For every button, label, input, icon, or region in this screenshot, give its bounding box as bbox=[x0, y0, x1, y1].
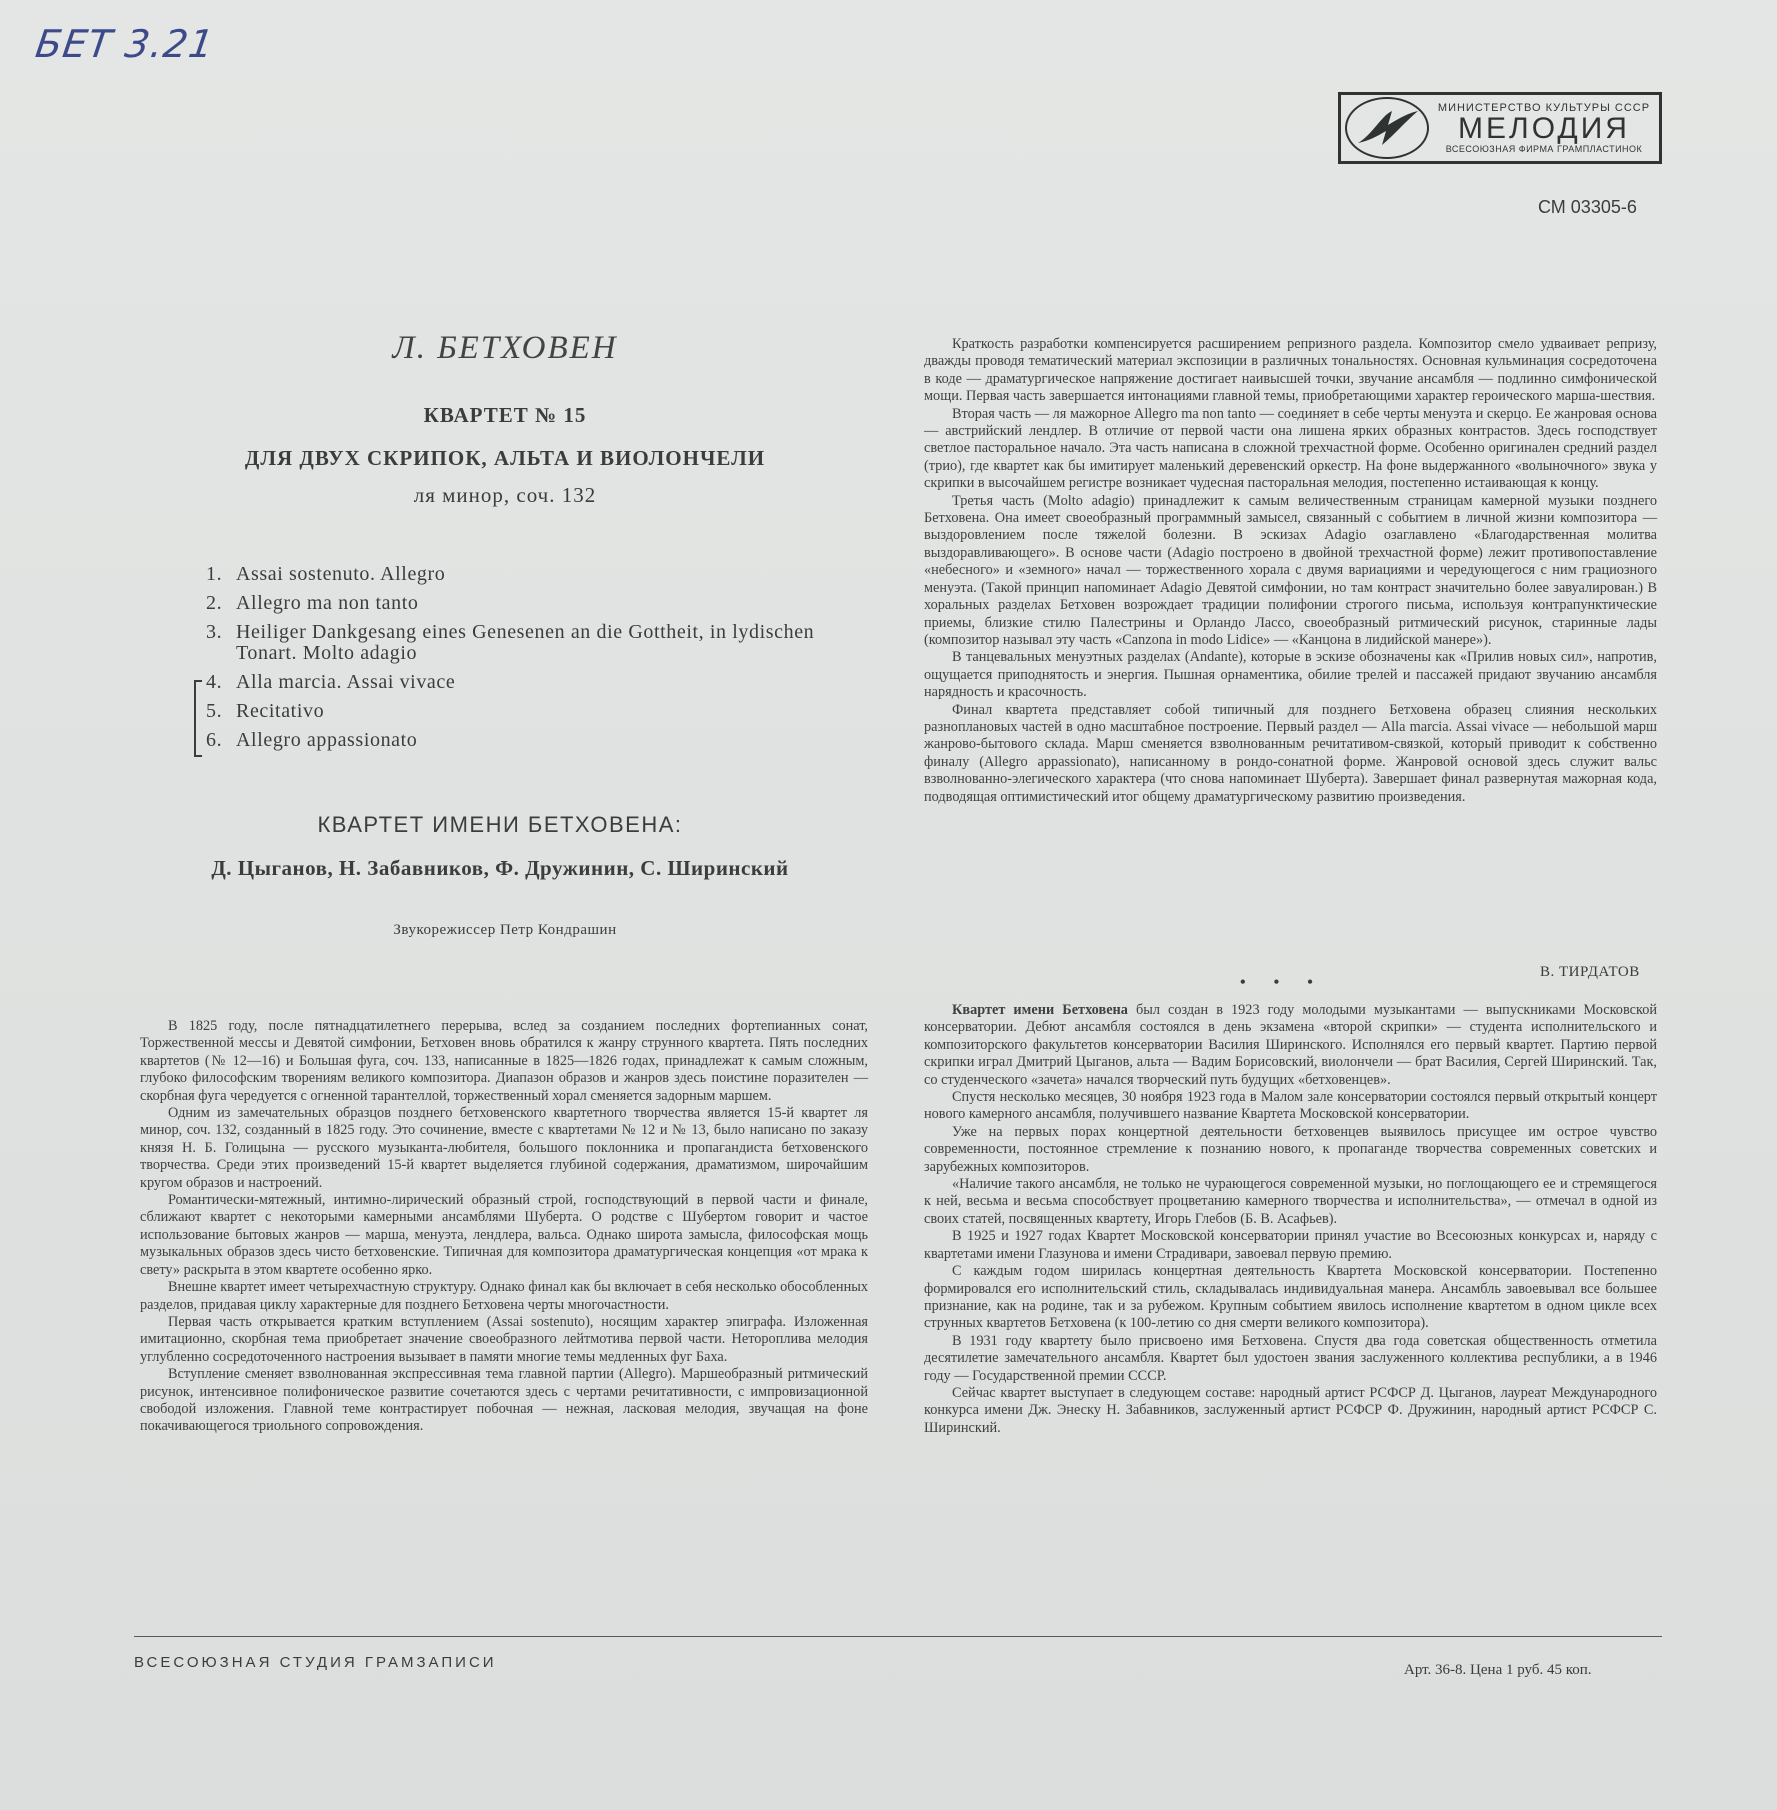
work-subtitle: ДЛЯ ДВУХ СКРИПОК, АЛЬТА И ВИОЛОНЧЕЛИ bbox=[244, 446, 766, 470]
paragraph: С каждым годом ширилась концертная деятельность Квартета Московской консерватории. Постепенно формировался его исполнительский стиль, складывалась индивидуальная манера. Ансамбль завоевывал все большее признание, как на родине, так и за рубежом. Крупным событием явилось исполнение квартетом в одном цикле всех струнных квартетов Бетховена (к 100-летию со дня смерти великого композитора). bbox=[924, 1263, 1657, 1332]
finale-bracket bbox=[194, 680, 202, 757]
liner-notes-left bbox=[140, 1018, 868, 1436]
bio-lead: Квартет имени Бетховена bbox=[952, 1002, 1128, 1018]
paragraph: Третья часть (Molto adagio) принадлежит к самым величественным страницам камерной музыки позднего Бетховена. Она имеет своеобразный программный замысел, связанный с событием в личной жизни композитора — выздоровлением после тяжелой болезни. В эскизах Adagio озаглавлено «Благодарственная молитва выздоравливающего». В основе части (Adagio построено в двойной трехчастной форме) лежит противопоставление «небесного» и «земного» начал — торжественного хорала с двумя вариациями и чередующегося с ним грациозного менуэта. (Такой принцип напоминает Adagio Девятой симфонии, но там контраст значительно более завуалирован.) В хоральных разделах Бетховен возрождает традиции полифонии строгого письма, используя контрапунктические приемы, близкие стилю Палестрины и Орландо Лассо, своеобразный ритмический рисунок, старинные лады (композитор называл эту часть «Canzona in modo Lidice» — «Канцона в лидийской манере»). bbox=[924, 492, 1657, 648]
footer-divider bbox=[134, 1636, 1662, 1637]
movement-number: 3. bbox=[206, 621, 223, 643]
movement-list bbox=[206, 564, 846, 759]
logo-text bbox=[1429, 102, 1659, 154]
movement-number: 1. bbox=[206, 563, 223, 585]
ensemble-block bbox=[100, 812, 900, 881]
movement-item bbox=[206, 593, 846, 614]
paragraph: Сейчас квартет выступает в следующем составе: народный артист РСФСР Д. Цыганов, лауреат Международного конкурса имени Дж. Энеску Н. Забавников, заслуженный артист РСФСР Ф. Дружинин, народный артист РСФСР С. Ширинский. bbox=[924, 1384, 1657, 1436]
melodiya-emblem-icon bbox=[1345, 97, 1429, 159]
bio-lead-rest: был создан в 1923 году молодыми музыкантами — выпускниками Московской консерватории. Дебют ансамбля состоялся в день экзамена «второй скрипки» — студента исполнительского и композиторского факультетов консерватории Василия Ширинского. Исполнялся его первый квартет. Партию первой скрипки играл Дмитрий Цыганов, альта — Вадим Борисовский, виолончели — брат Василия, Сергей Ширинский. Так, со студенческого «зачета» начался творческий путь будущих «бетховенцев». bbox=[924, 1002, 1657, 1088]
catalog-number: СМ 03305-6 bbox=[1538, 197, 1637, 217]
studio-name: ВСЕСОЮЗНАЯ СТУДИЯ ГРАМЗАПИСИ bbox=[134, 1654, 497, 1671]
paragraph bbox=[924, 1002, 1657, 1089]
paragraph: В 1925 и 1927 годах Квартет Московской консерватории принял участие во Всесоюзных конкурсах и, наряду с квартетами имени Глазунова и имени Страдивари, завоевал первую премию. bbox=[924, 1228, 1657, 1262]
melodiya-logo bbox=[1338, 92, 1662, 164]
movement-item bbox=[206, 564, 846, 585]
movement-title: Recitativo bbox=[236, 700, 325, 722]
movement-item bbox=[206, 730, 846, 751]
movement-item bbox=[206, 622, 846, 664]
paragraph: «Наличие такого ансамбля, не только не чурающегося современной музыки, но поглощающего ее и стремящегося к ней, весьма и весьма способствует процветанию камерного творчества и исполнительства», — отмечал в одной из своих статей, посвященных квартету, Игорь Глебов (Б. В. Асафьев). bbox=[924, 1176, 1657, 1227]
paragraph: Уже на первых порах концертной деятельности бетховенцев выявилось присущее им острое чувство современности, постоянное стремление к познанию нового, к пропаганде творчества современных советских и зарубежных композиторов. bbox=[924, 1123, 1657, 1175]
work-title: КВАРТЕТ № 15 bbox=[423, 403, 587, 427]
paragraph: Вступление сменяет взволнованная экспрессивная тема главной партии (Allegro). Маршеобразный ритмический рисунок, интенсивное полифоническое развитие сочетаются здесь с чертами речитативности, с импровизационной свободой изложения. Главной теме контрастирует побочная — нежная, ласковая мелодия, звучащая на фоне покачивающегося триольного сопровождения. bbox=[140, 1366, 868, 1435]
movement-title: Heiliger Dankgesang eines Genesenen an die Gottheit, in lydischen Tonart. Molto adagio bbox=[236, 621, 815, 664]
album-heading bbox=[130, 330, 880, 508]
ensemble-members: Д. Цыганов, Н. Забавников, Ф. Дружинин, С. Ширинский bbox=[211, 856, 789, 880]
paragraph: В 1931 году квартету было присвоено имя Бетховена. Спустя два года советская общественность отметила десятилетие замечательного ансамбля. Квартет был удостоен звания заслуженного коллектива республики, а в 1946 году — Государственной премии СССР. bbox=[924, 1332, 1657, 1384]
paragraph: Первая часть открывается кратким вступлением (Assai sostenuto), носящим характер эпиграфа. Изложенная имитационно, скорбная тема приобретает значение своеобразного лейтмотива первой части. Нетороплива мелодия углубленно сосредоточенного настроения вызывает в памяти многие темы медленных фуг Баха. bbox=[140, 1313, 868, 1365]
movement-title: Allegro ma non tanto bbox=[236, 592, 419, 614]
movement-number: 5. bbox=[206, 700, 223, 722]
paragraph: Романтически-мятежный, интимно-лирический образный строй, господствующий в первой части и финале, сближают квартет с некоторыми камерными ансамблями Шуберта. О родстве с Шубертом говорит и частое использование бытовых жанров — марша, менуэта, лендлера, вальса. Однако широта замысла, философская мощь музыкальных образов здесь чисто бетховенские. Типичная для композитора драматургическая концепция «от мрака к свету» раскрыта в этом квартете особенно ярко. bbox=[140, 1192, 868, 1278]
paragraph: Спустя несколько месяцев, 30 ноября 1923 года в Малом зале консерватории состоялся первый открытый концерт нового камерного ансамбля, получившего название Квартета Московской консерватории. bbox=[924, 1089, 1657, 1123]
handwritten-note: БЕТ 3.21 bbox=[32, 22, 218, 66]
movement-item bbox=[206, 701, 846, 722]
ensemble-biography bbox=[924, 1002, 1657, 1437]
composer: Л. БЕТХОВЕН bbox=[392, 330, 618, 366]
price-label: Арт. 36-8. Цена 1 руб. 45 коп. bbox=[1404, 1662, 1592, 1678]
paragraph: Одним из замечательных образцов позднего бетховенского квартетного творчества является 15-й квартет ля минор, соч. 132, созданный в 1825 году. Это сочинение, вместе с квартетами № 12 и № 13, было написано по заказу князя Н. Б. Голицына — русского музыканта-любителя, большого поклонника и пропагандиста бетховенского творчества. Среди этих произведений 15-й квартет выделяется глубиной содержания, драматизмом, широчайшим кругом образов и настроений. bbox=[140, 1105, 868, 1191]
movement-title: Alla marcia. Assai vivace bbox=[236, 671, 456, 693]
logo-ministry: МИНИСТЕРСТВО КУЛЬТУРЫ СССР bbox=[1437, 102, 1651, 114]
movement-title: Assai sostenuto. Allegro bbox=[236, 563, 446, 585]
paragraph: В танцевальных менуэтных разделах (Andante), которые в эскизе обозначены как «Прилив новых сил», напротив, ощущается приподнятость и энергия. Пышная орнаментика, обилие трелей и пассажей придают звучанию ансамбля нарядность и красочность. bbox=[924, 649, 1657, 701]
paragraph: Внешне квартет имеет четырехчастную структуру. Однако финал как бы включает в себя несколько обособленных разделов, придавая циклу характерные для позднего Бетховена черты многочастности. bbox=[140, 1279, 868, 1313]
paragraph: Вторая часть — ля мажорное Allegro ma non tanto — соединяет в себе черты менуэта и скерцо. Ее жанровая основа — австрийский лендлер. В отличие от первой части она лишена ярких образных контрастов. Здесь господствует светлое пасторальное начало. Эта часть написана в сложной трехчастной форме. Особенно оригинален средний раздел (трио), где квартет как бы имитирует маленький деревенский оркестр. На фоне выдержанного «волыночного» звука у скрипки в высочайшем регистре возникает чудесная пасторальная мелодия, постепенно истаивающая к концу. bbox=[924, 405, 1657, 492]
ensemble-name: КВАРТЕТ ИМЕНИ БЕТХОВЕНА: bbox=[317, 812, 683, 837]
section-separator: • • • bbox=[1240, 974, 1325, 991]
movement-title: Allegro appassionato bbox=[236, 729, 418, 751]
logo-company: ВСЕСОЮЗНАЯ ФИРМА ГРАМПЛАСТИНОК bbox=[1445, 144, 1643, 154]
paragraph: Финал квартета представляет собой типичный для позднего Бетховена образец слияния нескольких разноплановых частей в одно масштабное построение. Первый раздел — Alla marcia. Assai vivace — небольшой марш жанрово-бытового склада. Марш сменяется взволнованным речитативом-связкой, который приводит к собственно финалу (Allegro appassionato), написанному в рондо-сонатной форме. Жанровой основой здесь служит вальс взволнованно-элегического характера (что снова напоминает Шуберта). Завершает финал развернутая мажорная кода, подводящая оптимистический итог общему драматургическому развитию произведения. bbox=[924, 701, 1657, 805]
work-key: ля минор, соч. 132 bbox=[413, 483, 597, 507]
paragraph: Краткость разработки компенсируется расширением репризного раздела. Композитор смело удваивает репризу, дважды проводя тематический материал экспозиции в различных тональностях. Основная кульминация сосредоточена в коде — драматургическое напряжение достигает наивысшей точки, звучание ансамбля — подлинно симфонической мощи. Первая часть завершается интонациями главной темы, приобретающими характер героического марша-шествия. bbox=[924, 336, 1657, 405]
notes-author: В. ТИРДАТОВ bbox=[1540, 964, 1640, 980]
paragraph: В 1825 году, после пятнадцатилетнего перерыва, вслед за созданием последних фортепианных сонат, Торжественной мессы и Девятой симфонии, Бетховен вновь обратился к жанру струнного квартета. Пять последних квартетов (№ 12—16) и Большая фуга, соч. 133, написанные в 1825—1826 годах, принадлежат к самым сложным, глубоко философским творениям великого композитора. Диапазон образов и жанров здесь поистине поразителен — скорбная фуга чередуется с огненной тарантеллой, торжественный хорал сменяется задорным маршем. bbox=[140, 1018, 868, 1104]
movement-number: 2. bbox=[206, 592, 223, 614]
movement-item bbox=[206, 672, 846, 693]
liner-notes-right bbox=[924, 336, 1657, 806]
movement-number: 6. bbox=[206, 729, 223, 751]
logo-brand: МЕЛОДИЯ bbox=[1458, 112, 1630, 145]
sound-engineer: Звукорежиссер Петр Кондрашин bbox=[393, 922, 617, 938]
movement-number: 4. bbox=[206, 671, 223, 693]
